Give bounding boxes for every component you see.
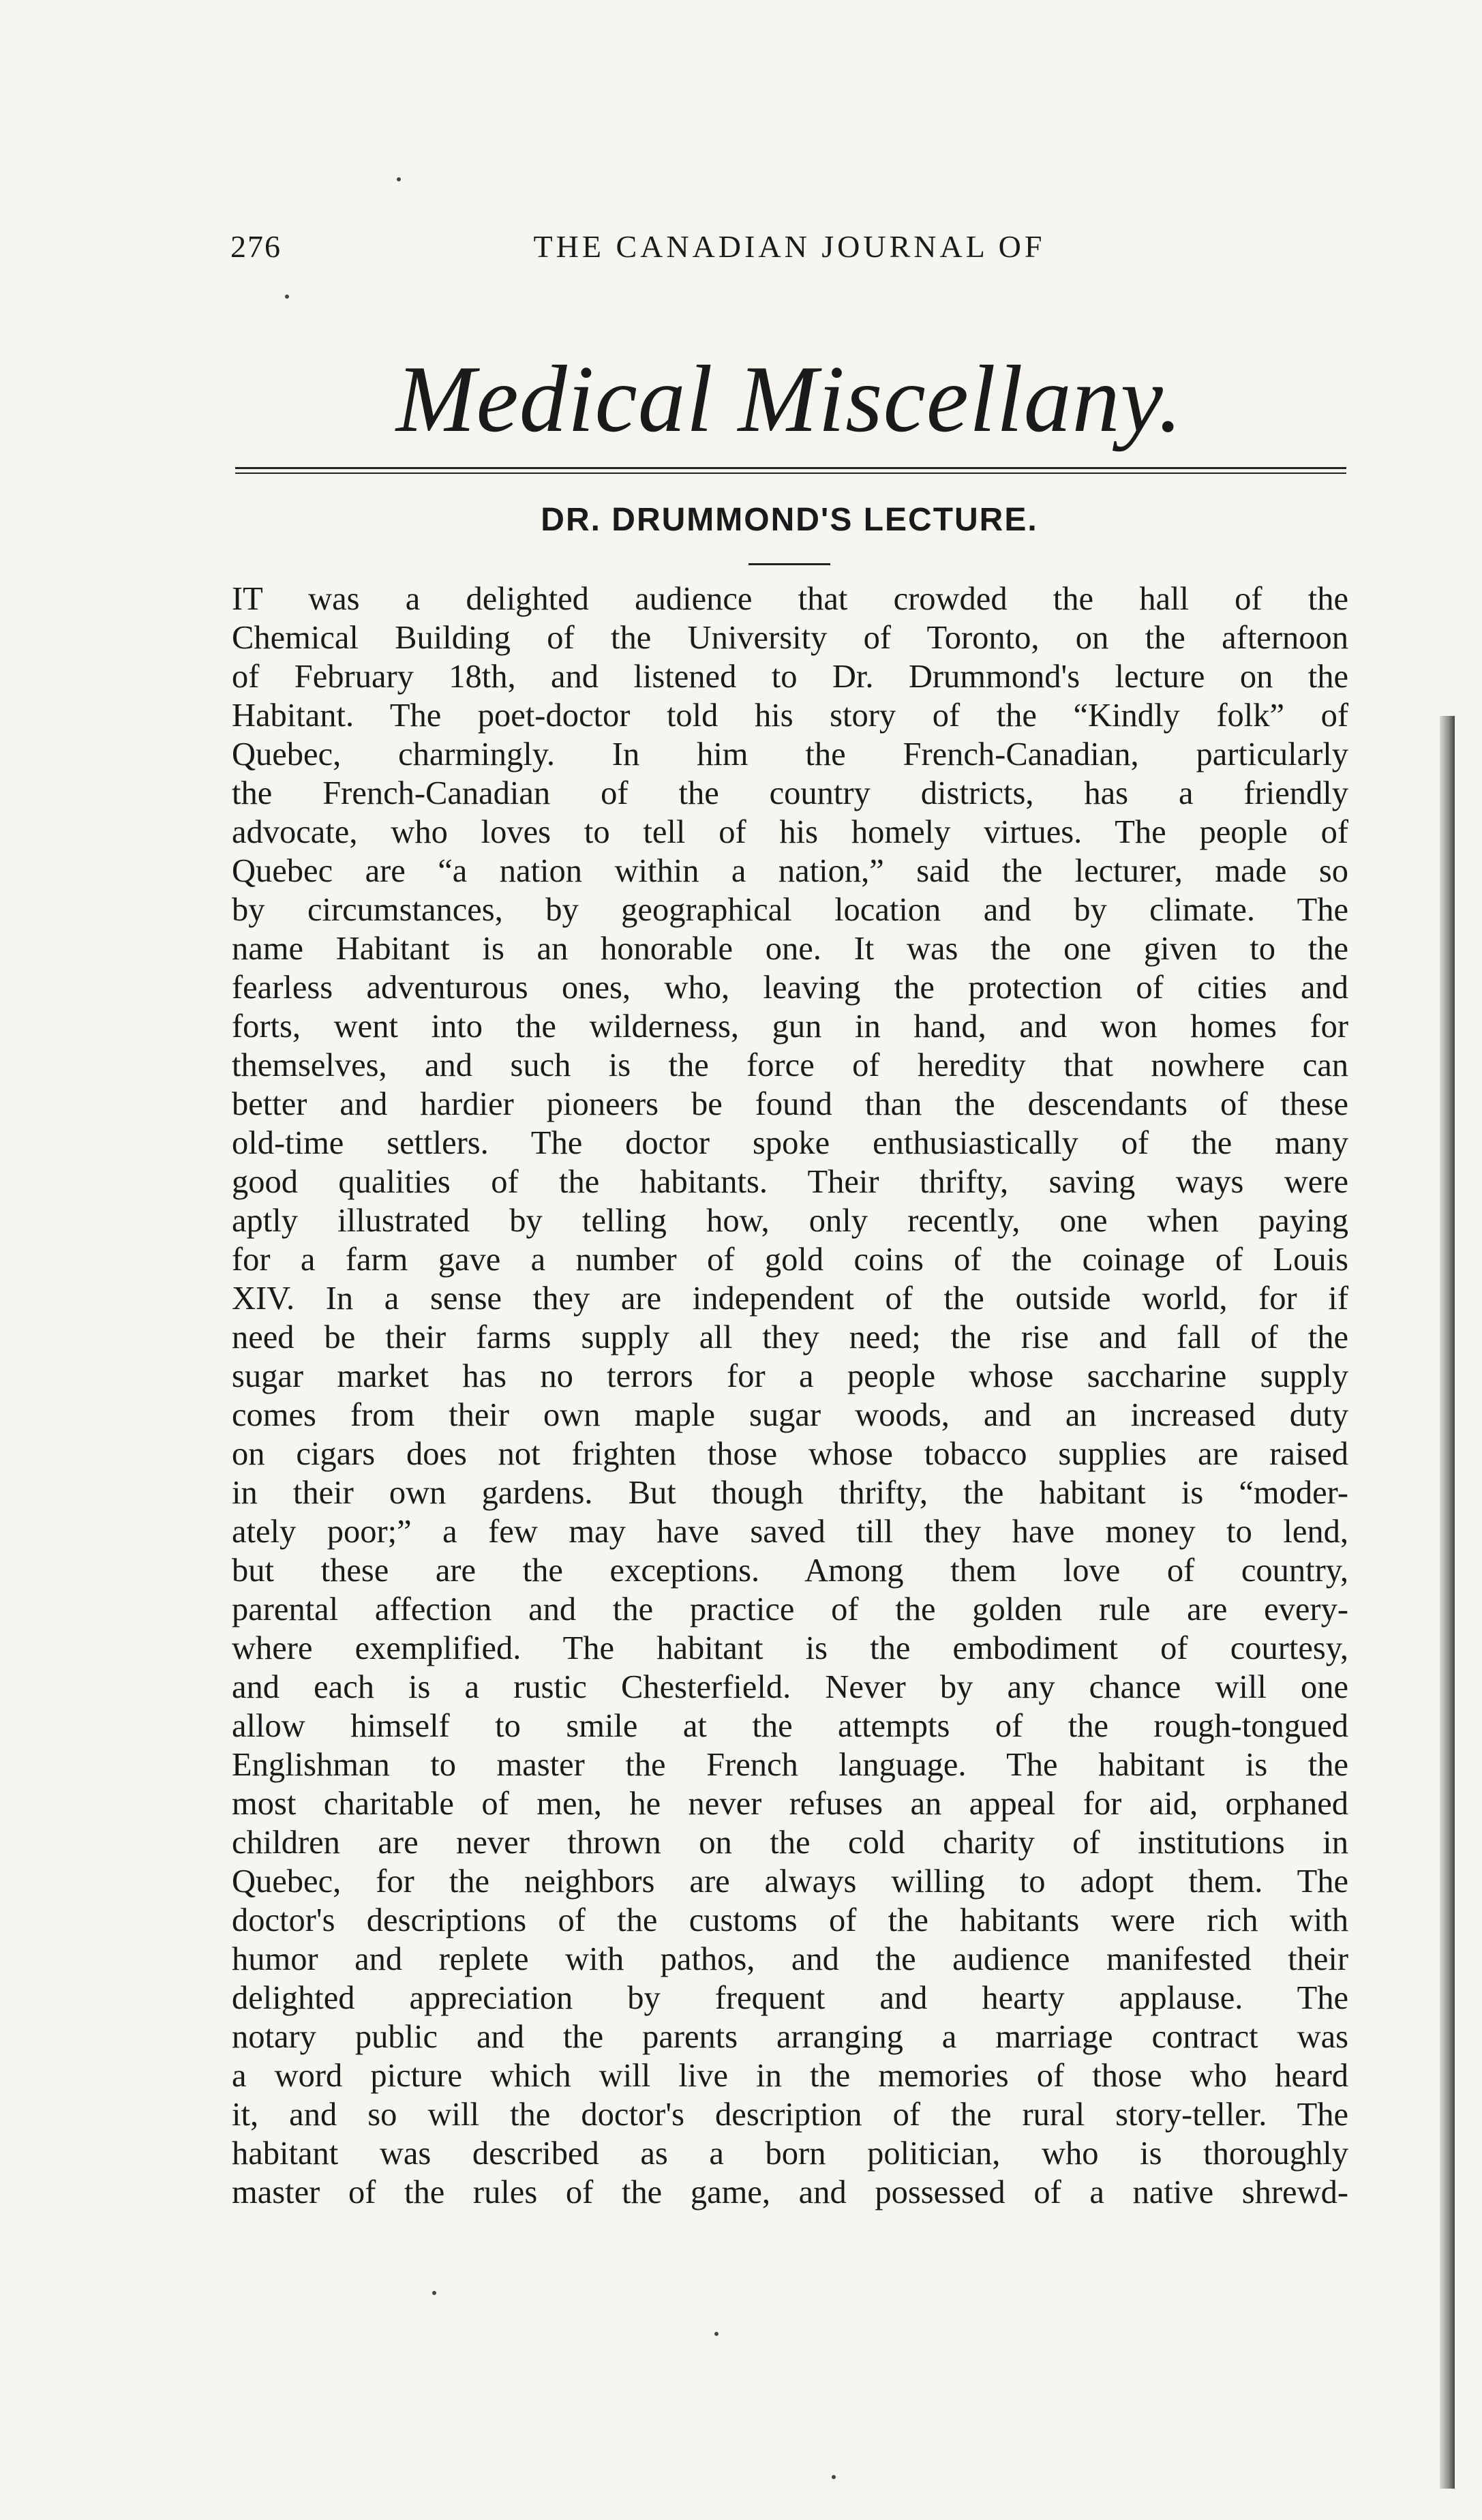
print-speck: [397, 177, 401, 181]
body-line: but these are the exceptions. Among them love of country,: [232, 1552, 1348, 1589]
print-speck: [832, 2475, 836, 2479]
body-line: parental affection and the practice of the golden rule are every-: [232, 1591, 1348, 1627]
body-line: forts, went into the wilderness, gun in hand, and won homes for: [232, 1008, 1348, 1045]
body-line: Quebec are “a nation within a nation,” said the lecturer, made so: [232, 853, 1348, 889]
body-line: aptly illustrated by telling how, only recently, one when paying: [232, 1203, 1348, 1239]
body-line: for a farm gave a number of gold coins of the coinage of Louis: [232, 1242, 1348, 1278]
body-line: name Habitant is an honorable one. It was the one given to the: [232, 931, 1348, 967]
body-line: where exemplified. The habitant is the embodiment of courtesy,: [232, 1630, 1348, 1666]
body-line: most charitable of men, he never refuses an appeal for aid, orphaned: [232, 1786, 1348, 1822]
body-line: better and hardier pioneers be found than the descendants of these: [232, 1086, 1348, 1122]
body-line: children are never thrown on the cold charity of institutions in: [232, 1825, 1348, 1861]
body-line: old-time settlers. The doctor spoke enthusiastically of the many: [232, 1125, 1348, 1161]
section-title: Medical Miscellany.: [395, 346, 1183, 452]
body-line: delighted appreciation by frequent and hearty applause. The: [232, 1980, 1348, 2016]
body-line: it, and so will the doctor's description of the rural story-teller. The: [232, 2097, 1348, 2133]
body-line: allow himself to smile at the attempts of the rough-tongued: [232, 1708, 1348, 1744]
page-number: 276: [230, 229, 282, 264]
page-edge-shadow: [1440, 716, 1455, 2489]
body-line: Englishman to master the French language. The habitant is the: [232, 1747, 1348, 1783]
body-line: doctor's descriptions of the customs of the habitants were rich with: [232, 1902, 1348, 1938]
body-line: comes from their own maple sugar woods, and an increased duty: [232, 1397, 1348, 1433]
journal-title: THE CANADIAN JOURNAL OF: [533, 229, 1046, 264]
section-divider: [235, 467, 1346, 469]
body-line: Chemical Building of the University of Toronto, on the afternoon: [232, 620, 1348, 656]
article-body: [232, 580, 1348, 2212]
body-line: fearless adventurous ones, who, leaving the protection of cities and: [232, 970, 1348, 1006]
body-line: good qualities of the habitants. Their thrifty, saving ways were: [232, 1164, 1348, 1200]
body-line: Habitant. The poet-doctor told his story of the “Kindly folk” of: [232, 698, 1348, 734]
body-line: humor and replete with pathos, and the audience manifested their: [232, 1941, 1348, 1977]
body-line: in their own gardens. But though thrifty, the habitant is “moder-: [232, 1475, 1348, 1511]
print-speck: [285, 295, 289, 299]
body-line: habitant was described as a born politician, who is thoroughly: [232, 2135, 1348, 2172]
body-line: ately poor;” a few may have saved till they have money to lend,: [232, 1514, 1348, 1550]
article-title: DR. DRUMMOND'S LECTURE.: [541, 502, 1038, 538]
body-line: advocate, who loves to tell of his homely virtues. The people of: [232, 814, 1348, 850]
body-line: of February 18th, and listened to Dr. Drummond's lecture on the: [232, 659, 1348, 695]
body-line: by circumstances, by geographical location and by climate. The: [232, 892, 1348, 928]
body-line: on cigars does not frighten those whose tobacco supplies are raised: [232, 1436, 1348, 1472]
body-line: Quebec, charmingly. In him the French-Canadian, particularly: [232, 736, 1348, 772]
body-line: need be their farms supply all they need; the rise and fall of the: [232, 1319, 1348, 1355]
body-line: Quebec, for the neighbors are always willing to adopt them. The: [232, 1863, 1348, 1900]
running-head: [230, 228, 1348, 276]
body-line: IT was a delighted audience that crowded the hall of the: [232, 581, 1348, 617]
body-line: and each is a rustic Chesterfield. Never by any chance will one: [232, 1669, 1348, 1705]
body-line: XIV. In a sense they are independent of the outside world, for if: [232, 1280, 1348, 1317]
section-divider-thin: [235, 472, 1346, 474]
body-line: notary public and the parents arranging a marriage contract was: [232, 2019, 1348, 2055]
corner-speck: [1407, 7, 1462, 44]
print-speck: [714, 2332, 719, 2336]
title-rule: [748, 563, 830, 565]
body-line: themselves, and such is the force of heredity that nowhere can: [232, 1047, 1348, 1083]
body-line: master of the rules of the game, and possessed of a native shrewd-: [232, 2174, 1348, 2210]
body-line: sugar market has no terrors for a people whose saccharine supply: [232, 1358, 1348, 1394]
print-speck: [432, 2291, 436, 2295]
body-line: a word picture which will live in the memories of those who heard: [232, 2058, 1348, 2094]
body-line: the French-Canadian of the country districts, has a friendly: [232, 775, 1348, 811]
